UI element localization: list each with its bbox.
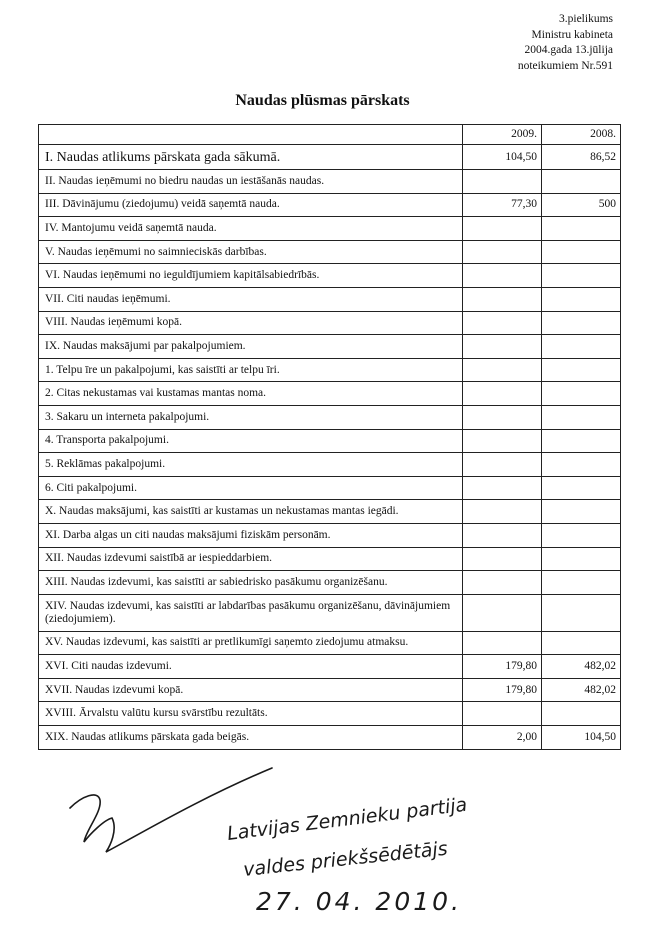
value-2008: [542, 358, 621, 382]
row-label: XVI. Citi naudas izdevumi.: [39, 655, 463, 679]
table-row: [39, 358, 621, 382]
table-row: [39, 429, 621, 453]
value-2009: 179,80: [463, 678, 542, 702]
row-label: VII. Citi naudas ieņēmumi.: [39, 287, 463, 311]
value-2008: [542, 523, 621, 547]
annex-issuer: Ministru kabineta: [531, 28, 613, 41]
value-2009: [463, 335, 542, 359]
table-row: [39, 193, 621, 217]
value-2008: [542, 631, 621, 655]
table-row: [39, 547, 621, 571]
table-row: [39, 264, 621, 288]
value-2009: [463, 476, 542, 500]
table-row: [39, 655, 621, 679]
value-2008: 86,52: [542, 145, 621, 170]
value-2009: [463, 240, 542, 264]
table-row: [39, 726, 621, 750]
value-2009: 104,50: [463, 145, 542, 170]
handwritten-date: 27. 04. 2010.: [256, 887, 462, 916]
annex-date: 2004.gada 13.jūlija: [524, 44, 613, 56]
value-2009: 77,30: [463, 193, 542, 217]
table-row: [39, 287, 621, 311]
annex-regulation: noteikumiem Nr.591: [517, 59, 613, 72]
table-row: [39, 500, 621, 524]
cash-flow-table-body: [39, 125, 621, 750]
row-label: XVII. Naudas izdevumi kopā.: [39, 678, 463, 702]
value-2009: [463, 287, 542, 311]
row-label: XIV. Naudas izdevumi, kas saistīti ar labdarības pasākumu organizēšanu, dāvinājumiem (ziedojumiem).: [39, 594, 463, 631]
value-2008: 104,50: [542, 726, 621, 750]
table-row: [39, 523, 621, 547]
value-2009: [463, 547, 542, 571]
annex-reference: [518, 12, 613, 74]
value-2008: [542, 311, 621, 335]
value-2009: 179,80: [463, 655, 542, 679]
table-row: [39, 453, 621, 477]
row-label: III. Dāvinājumu (ziedojumu) veidā saņemtā nauda.: [39, 193, 463, 217]
table-row: [39, 405, 621, 429]
value-2008: [542, 382, 621, 406]
column-header-2009: 2009.: [463, 125, 542, 145]
row-label: IV. Mantojumu veidā saņemtā nauda.: [39, 217, 463, 241]
table-row: [39, 571, 621, 595]
value-2008: [542, 547, 621, 571]
value-2008: [542, 571, 621, 595]
row-label: 2. Citas nekustamas vai kustamas mantas noma.: [39, 382, 463, 406]
value-2008: [542, 287, 621, 311]
table-row: [39, 631, 621, 655]
value-2008: [542, 405, 621, 429]
row-label: 4. Transporta pakalpojumi.: [39, 429, 463, 453]
row-label: XVIII. Ārvalstu valūtu kursu svārstību rezultāts.: [39, 702, 463, 726]
row-label: XII. Naudas izdevumi saistībā ar iespieddarbiem.: [39, 547, 463, 571]
table-row: [39, 594, 621, 631]
table-row: [39, 240, 621, 264]
header-blank-cell: [39, 125, 463, 145]
value-2008: [542, 476, 621, 500]
row-label: 3. Sakaru un interneta pakalpojumi.: [39, 405, 463, 429]
value-2008: 482,02: [542, 655, 621, 679]
table-row: [39, 335, 621, 359]
value-2009: [463, 453, 542, 477]
row-label: XV. Naudas izdevumi, kas saistīti ar pretlikumīgi saņemto ziedojumu atmaksu.: [39, 631, 463, 655]
row-label: XIII. Naudas izdevumi, kas saistīti ar sabiedrisko pasākumu organizēšanu.: [39, 571, 463, 595]
value-2008: [542, 702, 621, 726]
document-title: Naudas plūsmas pārskats: [235, 92, 410, 109]
value-2008: [542, 500, 621, 524]
value-2009: [463, 631, 542, 655]
table-row: [39, 145, 621, 170]
value-2008: [542, 453, 621, 477]
value-2008: [542, 264, 621, 288]
value-2009: [463, 429, 542, 453]
column-header-2008: 2008.: [542, 125, 621, 145]
row-label: V. Naudas ieņēmumi no saimnieciskās darbības.: [39, 240, 463, 264]
value-2009: [463, 702, 542, 726]
value-2009: [463, 358, 542, 382]
value-2009: [463, 571, 542, 595]
value-2008: [542, 429, 621, 453]
handwritten-position: valdes priekšsēdētājs: [242, 837, 449, 881]
table-row: [39, 311, 621, 335]
value-2009: [463, 264, 542, 288]
row-label: VIII. Naudas ieņēmumi kopā.: [39, 311, 463, 335]
table-row: [39, 678, 621, 702]
value-2009: 2,00: [463, 726, 542, 750]
row-label: 1. Telpu īre un pakalpojumi, kas saistīti ar telpu īri.: [39, 358, 463, 382]
row-label: IX. Naudas maksājumi par pakalpojumiem.: [39, 335, 463, 359]
signature-area: [0, 760, 645, 936]
value-2009: [463, 382, 542, 406]
value-2009: [463, 311, 542, 335]
value-2008: [542, 240, 621, 264]
table-header-row: [39, 125, 621, 145]
value-2009: [463, 217, 542, 241]
table-row: [39, 382, 621, 406]
row-label: XI. Darba algas un citi naudas maksājumi fiziskām personām.: [39, 523, 463, 547]
value-2008: 482,02: [542, 678, 621, 702]
value-2008: [542, 594, 621, 631]
row-label: 6. Citi pakalpojumi.: [39, 476, 463, 500]
value-2009: [463, 405, 542, 429]
cash-flow-table: [38, 124, 621, 750]
row-label: I. Naudas atlikums pārskata gada sākumā.: [39, 145, 463, 170]
value-2009: [463, 170, 542, 194]
row-label: X. Naudas maksājumi, kas saistīti ar kustamas un nekustamas mantas iegādi.: [39, 500, 463, 524]
value-2009: [463, 500, 542, 524]
row-label: 5. Reklāmas pakalpojumi.: [39, 453, 463, 477]
row-label: XIX. Naudas atlikums pārskata gada beigās.: [39, 726, 463, 750]
value-2009: [463, 594, 542, 631]
row-label: II. Naudas ieņēmumi no biedru naudas un iestāšanās naudas.: [39, 170, 463, 194]
annex-number: 3.pielikums: [559, 13, 613, 25]
handwritten-organization: Latvijas Zemnieku partija: [225, 793, 469, 845]
value-2008: [542, 170, 621, 194]
row-label: VI. Naudas ieņēmumi no ieguldījumiem kapitālsabiedrībās.: [39, 264, 463, 288]
value-2008: [542, 335, 621, 359]
value-2008: 500: [542, 193, 621, 217]
value-2009: [463, 523, 542, 547]
table-row: [39, 702, 621, 726]
table-row: [39, 476, 621, 500]
table-row: [39, 170, 621, 194]
value-2008: [542, 217, 621, 241]
table-row: [39, 217, 621, 241]
